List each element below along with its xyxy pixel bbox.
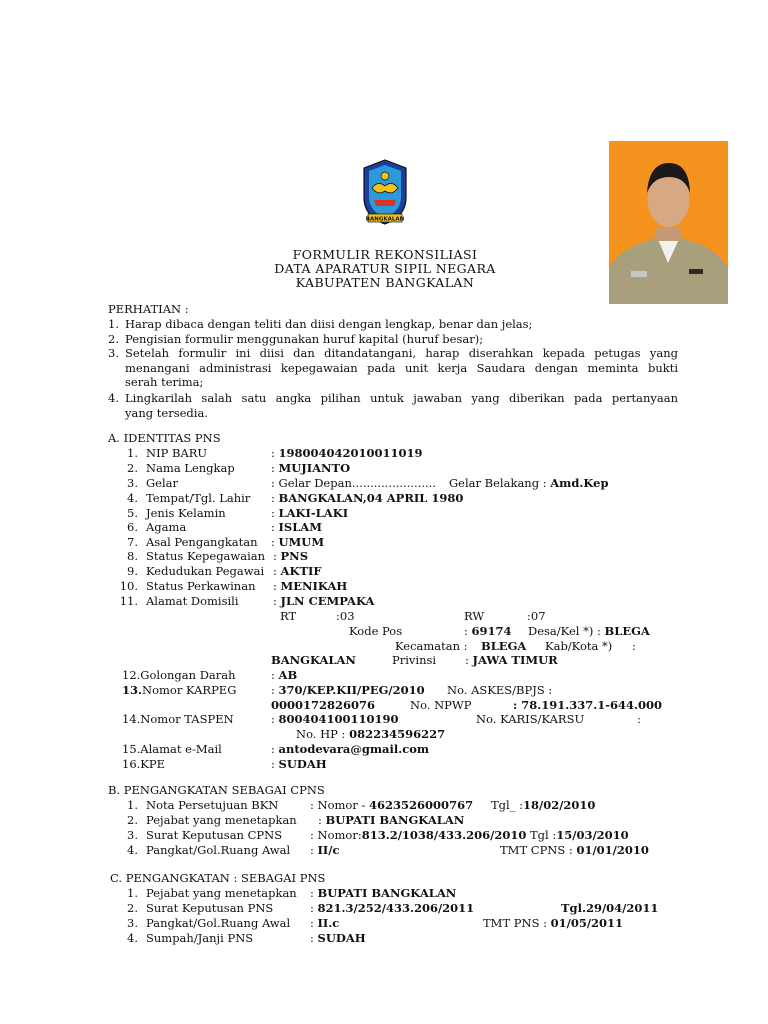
rt-value: :03 [336,609,355,623]
row-number: 14. [122,712,141,726]
tmt-label: TMT PNS : [483,916,547,930]
row-number: 3. [127,476,138,490]
row-number: 3. [127,916,138,930]
field-value: : Gelar Depan....................... [271,476,436,490]
field-prefix: : Nomor - [310,798,366,812]
tgl-value: 15/03/2010 [556,828,629,842]
kab-colon: : [632,639,636,653]
kodepos-label: Kode Pos [349,624,403,638]
section-c-heading: C. PENGANGKATAN : SEBAGAI PNS [110,871,326,885]
desa-label: Desa/Kel *) [528,624,594,638]
perhatian-text-1: Harap dibaca dengan teliti dan diisi dengan lengkap, benar dan jelas; [125,317,533,331]
field-prefix: : Nomor: [310,828,362,842]
perhatian-text-3 [125,346,678,390]
field-label: KPE [140,757,166,771]
perhatian-text-3-line2: menangani administrasi kepegawaian pada unit kerja Saudara dengan meminta bukti [125,360,678,375]
field-label: Status Kepegawaian [146,549,266,563]
row-number: 10. [119,579,138,593]
rw-label: RW [464,609,485,623]
field-label: Nama Lengkap [146,461,235,475]
field-value: JLN CEMPAKA [280,594,375,608]
hp-value: 082234596227 [349,727,446,741]
row-number: 1. [127,798,138,812]
row-number: 2. [127,901,138,915]
field-value: AB [278,668,298,682]
field-label: Nomor TASPEN [140,712,234,726]
karpeg-value: 370/KEP.KII/PEG/2010 [278,683,425,697]
row-number: 4. [127,843,138,857]
row-number: 5. [127,506,138,520]
perhatian-text-4-line1: Lingkarilah salah satu angka pilihan untuk jawaban yang diberikan pada pertanyaan [125,391,678,405]
row-number: 4. [127,931,138,945]
field-label: Nota Persetujuan BKN [146,798,279,812]
perhatian-heading: PERHATIAN : [108,302,189,316]
taspen-value: 800404100110190 [278,712,399,726]
rw-value: :07 [527,609,546,623]
askes-label: No. ASKES/BPJS : [447,683,553,697]
field-label: Tempat/Tgl. Lahir [146,491,251,505]
tmt-value: 01/01/2010 [576,843,649,857]
kab-value: BANGKALAN [271,653,356,667]
field-label: Nomor KARPEG [142,683,237,697]
tgl-value: 18/02/2010 [523,798,596,812]
row-number: 1. [127,446,138,460]
field-label: NIP BARU [146,446,208,460]
tgl-label: Tgl : [530,828,557,842]
field-label: Alamat Domisili [146,594,239,608]
row-number: 16. [122,757,141,771]
desa-value: BLEGA [604,624,650,638]
field-value: 813.2/1038/433.206/2010 [361,828,527,842]
hp-label: No. HP : [296,727,346,741]
bangkalan-logo [360,158,410,230]
person-silhouette-icon [609,141,728,304]
field-label: Pangkat/Gol.Ruang Awal [146,843,291,857]
field-label: Surat Keputusan CPNS [146,828,283,842]
form-title-line2: DATA APARATUR SIPIL NEGARA [274,261,496,276]
field-label: Pangkat/Gol.Ruang Awal [146,916,291,930]
perhatian-text-3-line3: serah terima; [125,375,204,389]
field-value: SUDAH [317,931,366,945]
row-number: 13. [122,683,143,697]
field-label: Sumpah/Janji PNS [146,931,254,945]
form-title-line3: KABUPATEN BANGKALAN [295,275,475,290]
kecamatan-value: BLEGA [481,639,527,653]
row-number: 6. [127,520,138,534]
field-value: MENIKAH [280,579,348,593]
form-title-line1: FORMULIR REKONSILIASI [292,247,478,262]
tgl-label: Tgl_ : [491,798,523,812]
perhatian-num-2: 2. [108,332,119,346]
section-b-heading: B. PENGANGKATAN SEBAGAI CPNS [108,783,325,797]
row-number: 2. [127,813,138,827]
gelar-belakang-label: Gelar Belakang : [449,476,547,490]
field-value: II/c [317,843,340,857]
row-number: 1. [127,886,138,900]
perhatian-num-3: 3. [108,346,119,360]
perhatian-num-4: 4. [108,391,119,405]
field-value: BUPATI BANGKALAN [325,813,465,827]
profile-photo [609,141,728,304]
field-value: BUPATI BANGKALAN [317,886,457,900]
field-value: 198004042010011019 [278,446,423,460]
npwp-label: No. NPWP [410,698,472,712]
perhatian-num-1: 1. [108,317,119,331]
row-number: 9. [127,564,138,578]
email-value: antodevara@gmail.com [278,742,430,756]
field-label: Alamat e-Mail [140,742,222,756]
field-label: Gelar [146,476,179,490]
field-label: Golongan Darah [140,668,236,682]
field-value: BANGKALAN,04 APRIL 1980 [278,491,464,505]
perhatian-text-3-line1: Setelah formulir ini diisi dan ditandatangani, harap diserahkan kepada petugas yang [125,346,678,360]
provinsi-value: JAWA TIMUR [472,653,558,667]
field-value: AKTIF [280,564,322,578]
field-label: Jenis Kelamin [146,506,226,520]
tmt-value: 01/05/2011 [550,916,624,930]
karis-colon: : [637,712,641,726]
tmt-label: TMT CPNS : [500,843,573,857]
row-number: 12. [122,668,141,682]
provinsi-label: Privinsi [392,653,437,667]
logo-text: BANGKALAN [365,216,405,223]
row-number: 11. [119,594,138,608]
field-value: PNS [280,549,308,563]
row-number: 4. [127,491,138,505]
field-label: Kedudukan Pegawai [146,564,265,578]
section-a-heading: A. IDENTITAS PNS [108,431,221,445]
row-number: 8. [127,549,138,563]
kpe-value: SUDAH [278,757,327,771]
kecamatan-label: Kecamatan : [395,639,468,653]
kodepos-value: 69174 [471,624,512,638]
askes-value: 0000172826076 [271,698,376,712]
npwp-value: : 78.191.337.1-644.000 [513,698,663,712]
row-number: 3. [127,828,138,842]
field-value: MUJIANTO [278,461,351,475]
field-label: Pejabat yang menetapkan [146,813,297,827]
gelar-belakang-value: Amd.Kep [550,476,609,490]
row-number: 7. [127,535,138,549]
rt-label: RT [280,609,297,623]
field-value: ISLAM [278,520,322,534]
field-label: Asal Pengangkatan [146,535,258,549]
perhatian-text-4-line2: yang tersedia. [125,405,208,420]
field-value: 4623526000767 [369,798,474,812]
row-number: 2. [127,461,138,475]
field-value: II.c [317,916,340,930]
field-value: LAKI-LAKI [278,506,349,520]
row-number: 15. [122,742,141,756]
perhatian-text-4 [125,391,678,420]
karis-label: No. KARIS/KARSU [476,712,585,726]
perhatian-text-2: Pengisian formulir menggunakan huruf kapital (huruf besar); [125,332,484,346]
field-label: Status Perkawinan [146,579,256,593]
field-label: Agama [146,520,187,534]
kab-label: Kab/Kota *) [545,639,613,653]
field-value: UMUM [278,535,325,549]
field-label: Pejabat yang menetapkan [146,886,297,900]
field-label: Surat Keputusan PNS [146,901,274,915]
tgl-value: Tgl.29/04/2011 [561,901,659,915]
field-value: 821.3/252/433.206/2011 [317,901,475,915]
